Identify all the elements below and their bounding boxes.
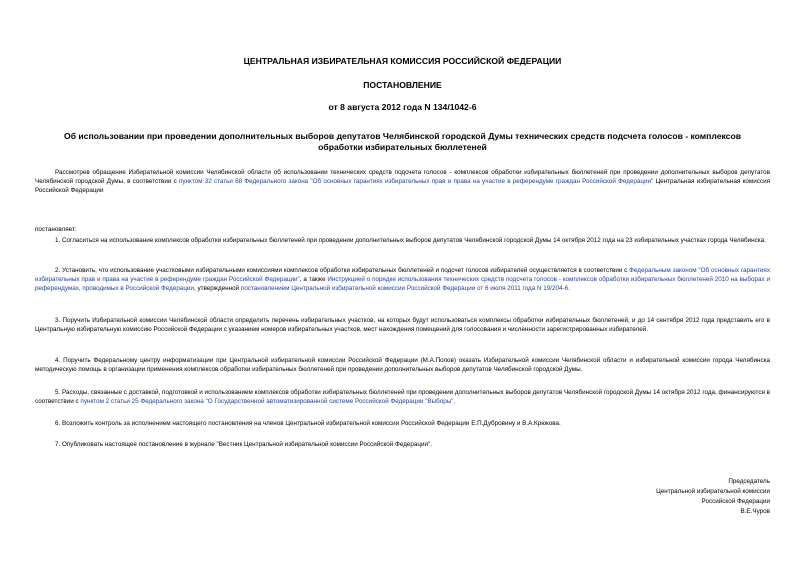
preamble-text-end: Центральная избирательная комиссия Российской Федерации	[35, 178, 770, 195]
date-number-heading: от 8 августа 2012 года N 134/1042-6	[328, 102, 477, 112]
item-4: 4. Поручить Федеральному центру информатизации при Центральной избирательной комиссии Российской Федерации (М.А.Попов) оказать Избирательной комиссии Челябинской области и избирательной комиссии города Челябинска методическую помощь в организации применения комплексов обработки избирательных бюллетеней при проведении дополнительных выборов депутатов Челябинской городской Думы.	[35, 357, 770, 374]
document-title: Об использовании при проведении дополнительных выборов депутатов Челябинской городской Думы технических средств подсчета голосов - комплексов обработки избирательных бюллетеней	[64, 131, 741, 152]
signature-country: Российской Федерации	[701, 498, 770, 505]
item-5-law-link[interactable]: пунктом 2 статьи 25 Федерального закона "О Государственной автоматизированной системе Российской Федерации "Выборы"	[80, 398, 454, 406]
preamble-text: Рассмотрев обращение Избирательной комиссии Челябинской области об использовании технических средств подсчета голосов - комплексов обработки избирательных бюллетеней при проведении дополнительных выборов депутатов Челябинской городской Думы, в соответствии с	[35, 169, 770, 186]
signature-title: Председатель	[728, 478, 770, 485]
item-3: 3. Поручить Избирательной комиссии Челябинской области определить перечень избирательных участков, на которых будут использоваться комплексы обработки избирательных бюллетеней, и до 14 сентября 2012 года представить его в Центральную избирательную комиссию Российской Федерации с указанием номеров избирательных участков, мест нахождения помещений для голосования и численности зарегистрированных избирателей.	[35, 317, 770, 334]
preamble-law-link[interactable]: пунктом 32 статьи 68 Федерального закона "Об основных гарантиях избирательных прав и права на участие в референдуме граждан Российской Федерации"	[178, 178, 654, 186]
item-5-text-2: .	[453, 398, 456, 406]
item-2-text: 2. Установить, что использование участковыми избирательными комиссиями комплексов обработки избирательных бюллетеней и подсчет голосов избирателей осуществляется в соответствии с	[55, 267, 630, 274]
item-2-federal-law-link[interactable]: Федеральным законом "Об основных гарантиях избирательных прав и права на участие в референдуме граждан Российской Федерации"	[35, 267, 770, 284]
signature-org: Центральной избирательной комиссии	[656, 488, 770, 495]
item-2-instruction-link[interactable]: Инструкцией о порядке использования технических средств подсчета голосов - комплексов обработки избирательных бюллетеней 2010 на выборах и референдумах, проводимых в Российской Федерации	[35, 276, 770, 293]
item-5-text: 5. Расходы, связанные с доставкой, подготовкой и использованием комплексов обработки избирательных бюллетеней при проведении дополнительных выборов депутатов Челябинской городской Думы 14 октября 2012 года, финансируются в соответствии с	[35, 389, 770, 406]
item-2	[35, 266, 770, 294]
item-2-resolution-link[interactable]: постановлением Центральной избирательной комиссии Российской Федерации от 6 июля 2011 года N 19/204-6	[240, 285, 569, 293]
item-7: 7. Опубликовать настоящее постановление в журнале "Вестник Центральной избирательной комиссии Российской Федерации".	[55, 441, 433, 448]
signature-name: В.Е.Чуров	[740, 508, 770, 515]
item-2-text-4: .	[568, 285, 570, 293]
signature-block	[570, 477, 770, 517]
preamble-paragraph	[35, 168, 770, 196]
item-6: 6. Возложить контроль за исполнением настоящего постановления на членов Центральной избирательной комиссии Российской Федерации Е.П.Дубровину и В.А.Крюкова.	[55, 420, 561, 427]
item-2-text-2: , а также	[299, 276, 328, 284]
resolves-text: постановляет:	[35, 226, 77, 233]
item-1: 1. Согласиться на использование комплексов обработки избирательных бюллетеней при проведении дополнительных выборов депутатов Челябинской городской Думы 14 октября 2012 года на 23 избирательных участках города Челябинска.	[55, 237, 766, 244]
commission-heading: ЦЕНТРАЛЬНАЯ ИЗБИРАТЕЛЬНАЯ КОМИССИЯ РОССИЙСКОЙ ФЕДЕРАЦИИ	[243, 56, 562, 66]
document-type-heading: ПОСТАНОВЛЕНИЕ	[363, 80, 442, 90]
item-2-text-3: , утвержденной	[193, 285, 241, 293]
item-5	[35, 388, 770, 406]
